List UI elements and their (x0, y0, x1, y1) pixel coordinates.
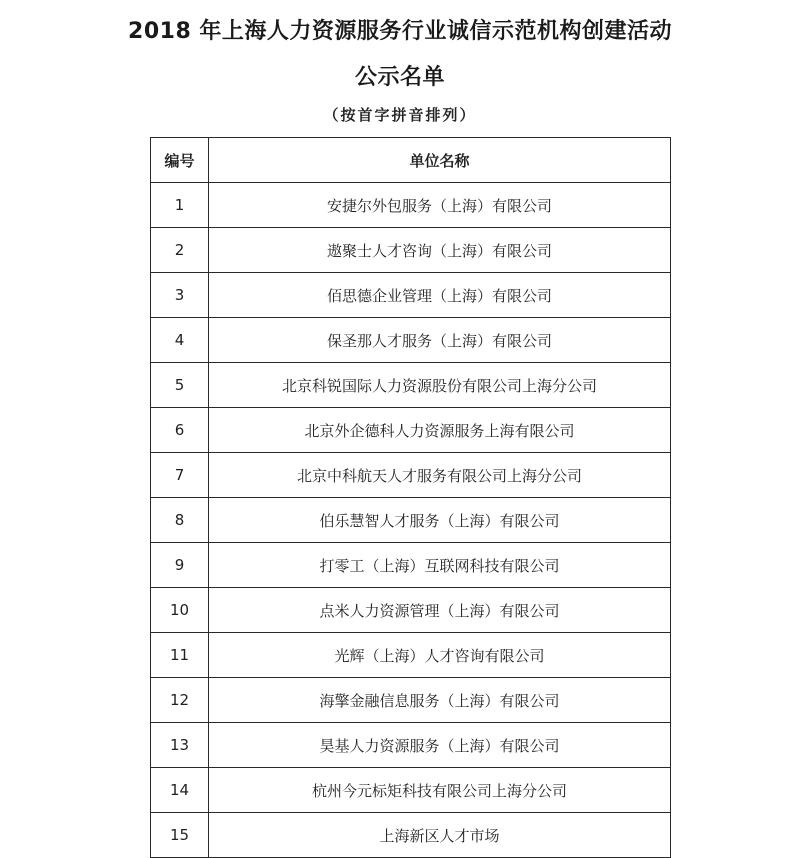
row-number: 14 (151, 768, 209, 813)
row-number: 9 (151, 543, 209, 588)
row-number: 8 (151, 498, 209, 543)
row-company-name: 海擎金融信息服务（上海）有限公司 (209, 678, 671, 723)
row-number: 12 (151, 678, 209, 723)
row-number: 4 (151, 318, 209, 363)
row-number: 11 (151, 633, 209, 678)
table-row (151, 183, 671, 228)
table-row (151, 678, 671, 723)
header-company-name: 单位名称 (209, 138, 671, 183)
row-number: 13 (151, 723, 209, 768)
table-row (151, 228, 671, 273)
row-company-name: 光辉（上海）人才咨询有限公司 (209, 633, 671, 678)
row-company-name: 保圣那人才服务（上海）有限公司 (209, 318, 671, 363)
table-row (151, 273, 671, 318)
table-row (151, 318, 671, 363)
table-continuation-line-left (150, 848, 151, 856)
company-list-table-wrapper (150, 137, 670, 858)
row-number: 2 (151, 228, 209, 273)
row-company-name: 打零工（上海）互联网科技有限公司 (209, 543, 671, 588)
table-row (151, 453, 671, 498)
table-row (151, 768, 671, 813)
header-number: 编号 (151, 138, 209, 183)
table-row (151, 588, 671, 633)
row-company-name: 点米人力资源管理（上海）有限公司 (209, 588, 671, 633)
document-title: 2018 年上海人力资源服务行业诚信示范机构创建活动 (128, 19, 672, 44)
row-company-name: 安捷尔外包服务（上海）有限公司 (209, 183, 671, 228)
row-company-name: 上海新区人才市场 (209, 813, 671, 858)
table-row (151, 723, 671, 768)
row-number: 5 (151, 363, 209, 408)
table-row (151, 633, 671, 678)
row-company-name: 佰思德企业管理（上海）有限公司 (209, 273, 671, 318)
row-company-name: 昊基人力资源服务（上海）有限公司 (209, 723, 671, 768)
table-header-row (151, 138, 671, 183)
table-row (151, 363, 671, 408)
row-company-name: 伯乐慧智人才服务（上海）有限公司 (209, 498, 671, 543)
row-number: 3 (151, 273, 209, 318)
row-company-name: 杭州今元标矩科技有限公司上海分公司 (209, 768, 671, 813)
row-number: 1 (151, 183, 209, 228)
table-row (151, 408, 671, 453)
row-company-name: 北京科锐国际人力资源股份有限公司上海分公司 (209, 363, 671, 408)
row-company-name: 北京外企德科人力资源服务上海有限公司 (209, 408, 671, 453)
row-number: 15 (151, 813, 209, 858)
row-number: 7 (151, 453, 209, 498)
table-row (151, 813, 671, 858)
document-subtitle: （按首字拼音排列） (323, 106, 477, 124)
row-number: 10 (151, 588, 209, 633)
row-company-name: 遨聚士人才咨询（上海）有限公司 (209, 228, 671, 273)
table-row (151, 498, 671, 543)
table-row (151, 543, 671, 588)
row-number: 6 (151, 408, 209, 453)
table-continuation-line-right (208, 848, 209, 856)
document-title-line2: 公示名单 (354, 65, 445, 90)
company-list-table (150, 137, 671, 858)
row-company-name: 北京中科航天人才服务有限公司上海分公司 (209, 453, 671, 498)
